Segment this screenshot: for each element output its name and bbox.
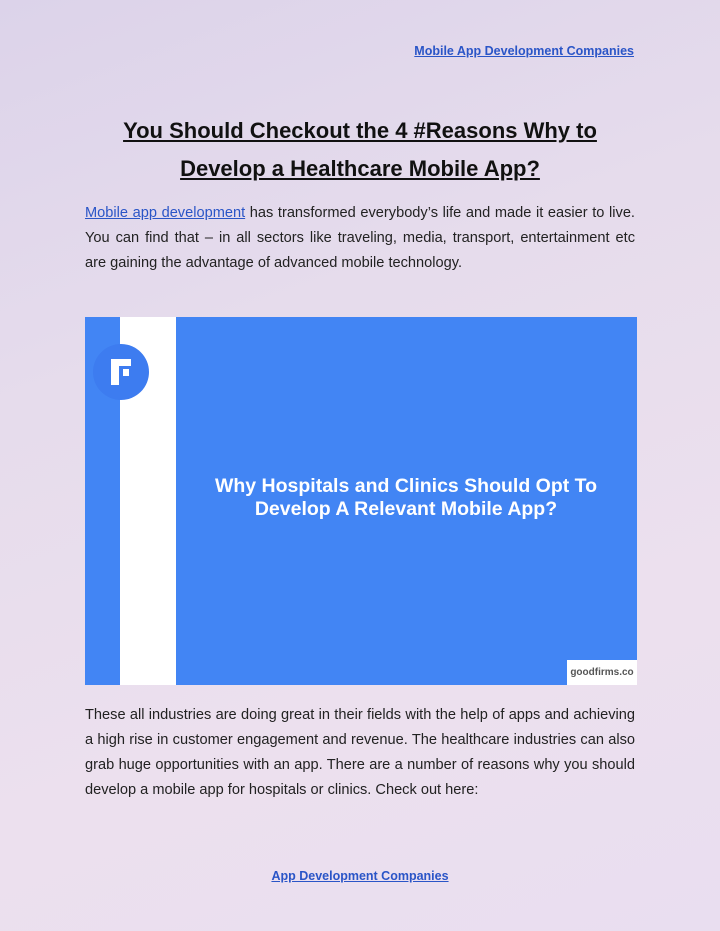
- top-link-mobile-app-development-companies[interactable]: Mobile App Development Companies: [414, 44, 634, 58]
- body-paragraph: These all industries are doing great in their fields with the help of apps and achieving a high rise in customer engagement and revenue. The healthcare industries can also grab huge opportunities with an app. There are a number of reasons why you should develop a mobile app for hospitals or clinics. Check out here:: [85, 707, 635, 798]
- intro-paragraph: [85, 201, 635, 276]
- article-title: You Should Checkout the 4 #Reasons Why to Develop a Healthcare Mobile App?: [123, 118, 597, 181]
- bottom-link-app-development-companies[interactable]: App Development Companies: [271, 869, 449, 883]
- banner-watermark: goodfirms.co: [567, 660, 637, 685]
- banner-headline: Why Hospitals and Clinics Should Opt To Develop A Relevant Mobile App?: [214, 475, 598, 520]
- mobile-app-development-link[interactable]: Mobile app development: [85, 205, 246, 221]
- intro-paragraph-text: has transformed everybody’s life and made it easier to live. You can find that – in all sectors like traveling, media, transport, entertainment etc are gaining the advantage of advanced mobile technology.: [85, 205, 635, 271]
- article-banner-image: [85, 317, 637, 685]
- goodfirms-logo-icon: [93, 344, 149, 400]
